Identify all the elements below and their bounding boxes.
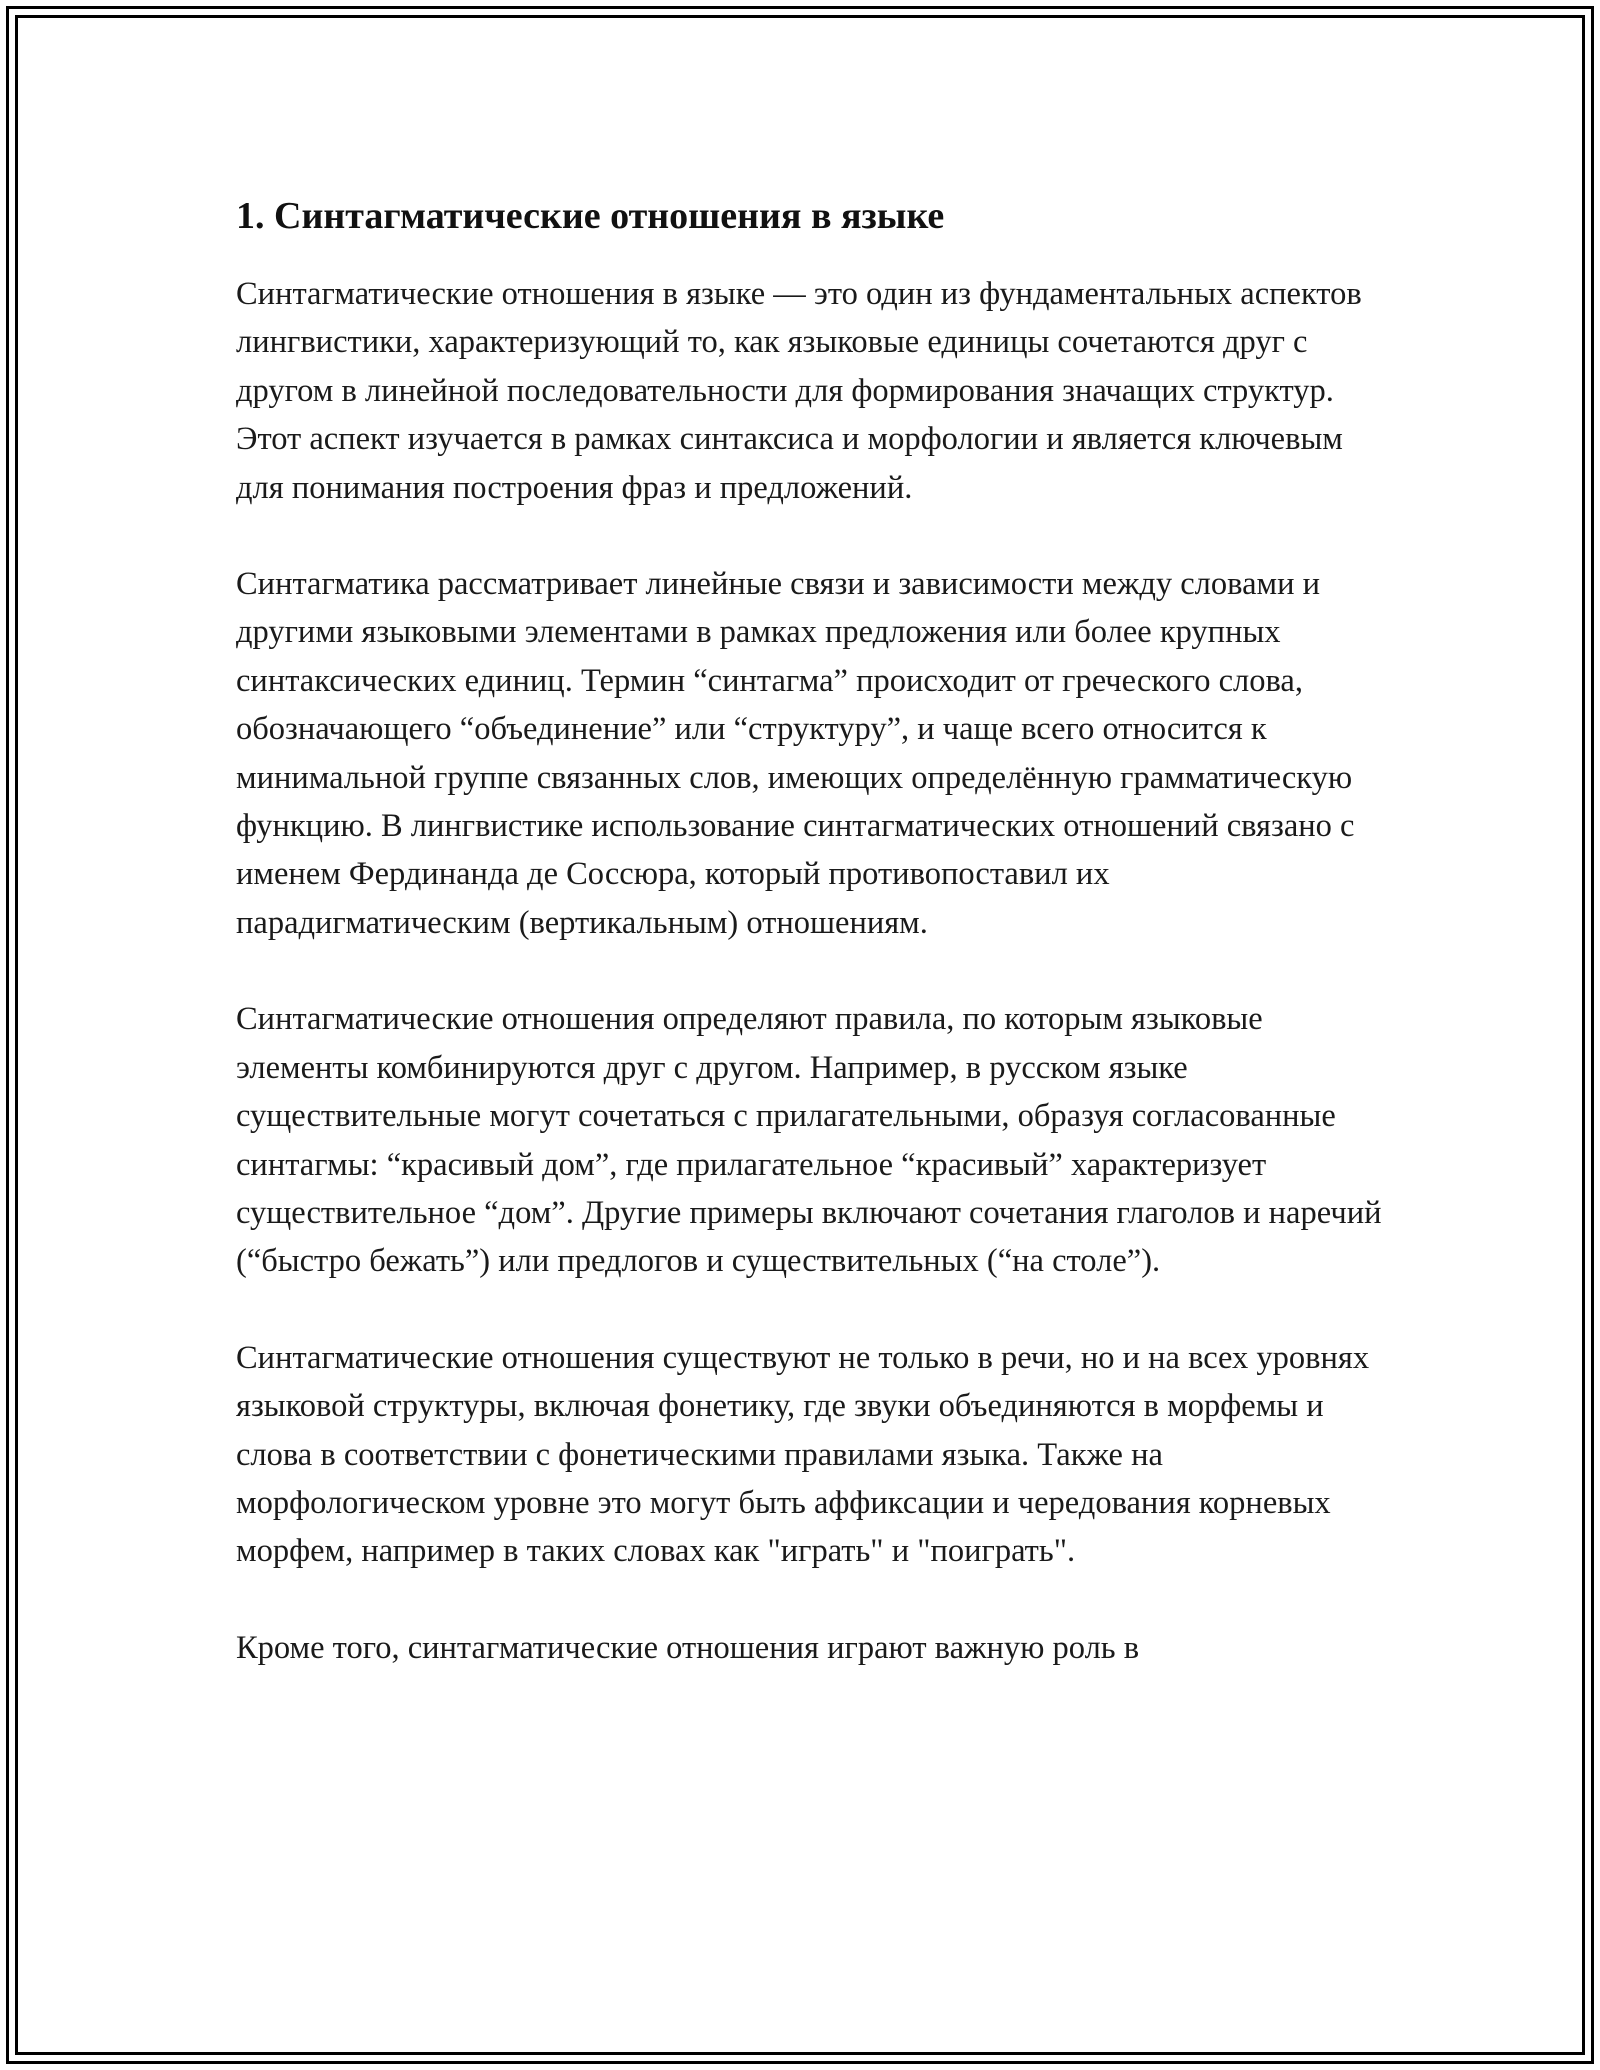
paragraph-1: Синтагматические отношения в языке — это один из фундаментальных аспектов лингвистики, характеризующий то, как языковые единицы сочетаются друг с другом в линейной последовательности для формирования значащих структур. Этот аспект изучается в рамках синтаксиса и морфологии и является ключевым для понимания построения фраз и предложений.: [236, 276, 1362, 506]
paragraph-2: Синтагматика рассматривает линейные связи и зависимости между словами и другими языковыми элементами в рамках предложения или более крупных синтаксических единиц. Термин “синтагма” происходит от греческого слова, обозначающего “объединение” или “структуру”, и чаще всего относится к минимальной группе связанных слов, имеющих определённую грамматическую функцию. В лингвистике использование синтагматических отношений связано с именем Фердинанда де Соссюра, который противопоставил их парадигматическим (вертикальным) отношениям.: [236, 566, 1355, 941]
document-body: [236, 190, 1384, 1720]
paragraph-4: Синтагматические отношения существуют не только в речи, но и на всех уровнях языковой структуры, включая фонетику, где звуки объединяются в морфемы и слова в соответствии с фонетическими правилами языка. Также на морфологическом уровне это могут быть аффиксации и чередования корневых морфем, например в таких словах как "играть" и "поиграть".: [236, 1339, 1370, 1570]
paragraph-3: Синтагматические отношения определяют правила, по которым языковые элементы комбинируются друг с другом. Например, в русском языке существительные могут сочетаться с прилагательными, образуя согласованные синтагмы: “красивый дом”, где прилагательное “красивый” характеризует существительное “дом”. Другие примеры включают сочетания глаголов и наречий (“быстро бежать”) или предлогов и существительных (“на столе”).: [236, 1001, 1382, 1280]
paragraph-5: Кроме того, синтагматические отношения играют важную роль в: [236, 1629, 1140, 1666]
section-heading: 1. Синтагматические отношения в языке: [236, 195, 945, 237]
